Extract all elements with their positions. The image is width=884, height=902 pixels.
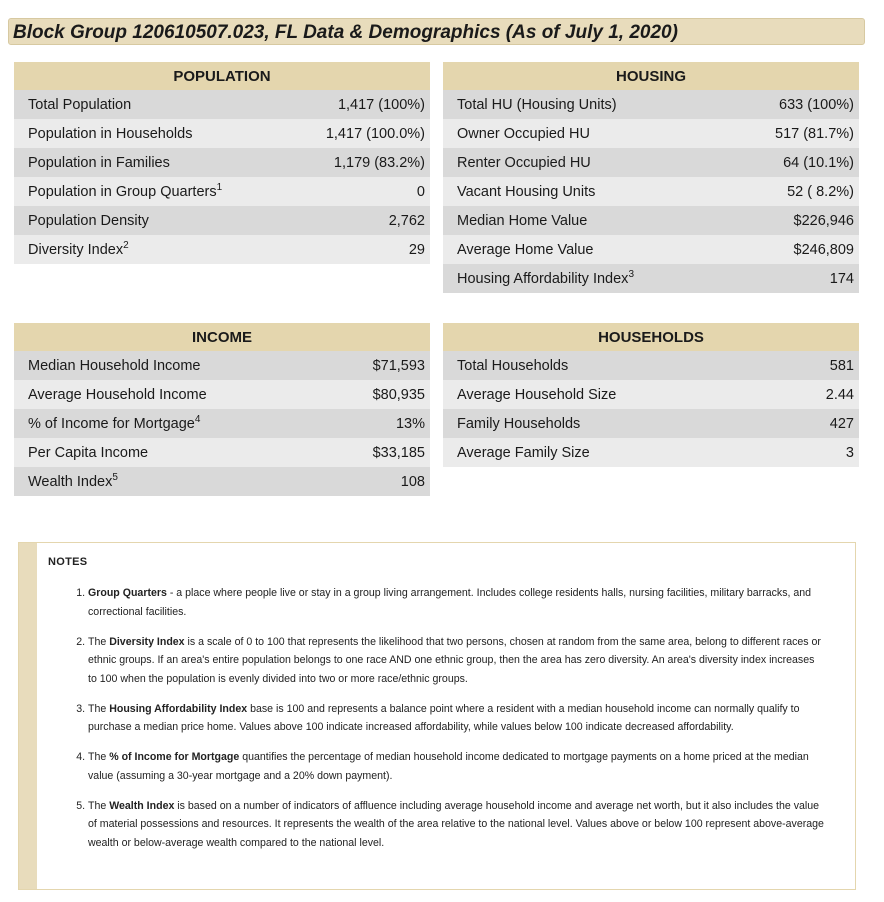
households-table [443,323,859,467]
notes-heading: NOTES [48,556,88,568]
row-label-text: Average Family Size [457,444,590,461]
row-label-text: Population in Families [28,154,170,171]
row-value: 517 (81.7%) [732,119,859,148]
note-term: % of Income for Mortgage [109,751,240,763]
note-item [88,700,826,737]
note-prefix: The [88,799,110,812]
footnote-marker: 1 [216,181,223,193]
row-label [443,351,792,380]
note-item [88,748,826,785]
row-label [14,148,291,177]
notes-stripe [19,543,37,889]
row-label-text: Wealth Index [28,473,113,490]
row-value: 0 [291,177,430,206]
row-label [443,119,732,148]
row-label-text: Population Density [28,212,149,229]
note-item [88,584,826,621]
row-label-text: Median Home Value [457,212,588,229]
row-label [14,467,334,496]
note-prefix: The [88,751,110,763]
row-label [443,90,732,119]
row-label-text: Average Household Income [28,386,207,403]
row-label [443,235,732,264]
note-item [88,633,826,689]
housing-header: HOUSING [443,62,859,90]
households-header: HOUSEHOLDS [443,323,859,351]
row-value: 1,417 (100%) [291,90,430,119]
row-value: $80,935 [334,380,430,409]
note-term: Wealth Index [109,799,175,812]
table-row [443,351,859,380]
table-row [14,148,430,177]
row-label [443,206,732,235]
table-row [14,90,430,119]
row-label-text: Total Households [457,357,569,374]
table-row [14,467,430,496]
row-label-text: Average Household Size [457,386,617,403]
row-value: 2.44 [792,380,859,409]
note-term: Diversity Index [109,635,185,648]
row-label [14,177,291,206]
row-label [14,90,291,119]
row-value: 13% [334,409,430,438]
housing-table [443,62,859,293]
row-label-text: Owner Occupied HU [457,125,590,142]
row-label [443,409,792,438]
table-row [14,409,430,438]
row-value: 64 (10.1%) [732,148,859,177]
row-label [14,380,334,409]
row-label-text: Total HU (Housing Units) [457,96,617,113]
notes-box [18,542,856,890]
table-row [443,177,859,206]
row-label [14,409,334,438]
table-row [443,206,859,235]
note-prefix: The [88,702,110,715]
note-prefix: The [88,635,110,648]
row-value: $246,809 [732,235,859,264]
table-row [443,119,859,148]
footnote-marker: 2 [123,239,129,251]
row-label [443,264,732,293]
row-value: 1,417 (100.0%) [291,119,430,148]
row-label-text: % of Income for Mortgage [28,415,195,432]
row-value: 29 [291,235,430,264]
table-row [443,409,859,438]
table-row [14,380,430,409]
row-label-text: Vacant Housing Units [457,183,596,200]
row-label [443,438,792,467]
note-term: Group Quarters [88,587,167,599]
row-label-text: Per Capita Income [28,444,149,461]
row-label-text: Population in Group Quarters [28,183,217,200]
row-label-text: Diversity Index [28,241,124,258]
footnote-marker: 3 [628,268,634,280]
row-label-text: Family Households [457,415,581,432]
row-label-text: Population in Households [28,125,193,142]
row-value: 2,762 [291,206,430,235]
table-row [14,351,430,380]
table-row [14,177,430,206]
table-row [14,235,430,264]
footnote-marker: 4 [194,413,201,425]
note-term: Housing Affordability Index [109,702,248,715]
row-value: 174 [732,264,859,293]
row-label [14,438,334,467]
row-label-text: Median Household Income [28,357,201,374]
note-text: - a place where people live or stay in a group living arrangement. Includes college residents halls, nursing facilities, military barracks, and correctional facilities. [88,587,812,618]
page-title-bar [8,18,865,45]
population-table [14,62,430,264]
table-row [443,438,859,467]
table-row [14,438,430,467]
notes-list [75,584,826,864]
row-label [443,177,732,206]
row-value: $226,946 [732,206,859,235]
row-label [14,351,334,380]
table-row [443,264,859,293]
page-title: Block Group 120610507.023, FL Data & Demographics (As of July 1, 2020) [13,22,678,43]
row-value: 427 [792,409,859,438]
table-row [14,119,430,148]
row-value: $33,185 [334,438,430,467]
row-label [14,119,291,148]
note-text: base is 100 and represents a balance point where a resident with a median household income can normally qualify to purchase a median price home. Values above 100 indicate increased affordability, while values below 100 indicate decreased affordability. [88,702,800,733]
row-value: 1,179 (83.2%) [291,148,430,177]
row-value: 581 [792,351,859,380]
table-row [443,380,859,409]
note-item [88,797,826,853]
note-text: is a scale of 0 to 100 that represents the likelihood that two persons, chosen at random from the same area, belong to different races or ethnic groups. If an area's entire population belongs to one race AND one ethnic group, then the area has zero diversity. An area's diversity index increases to 100 when the population is evenly divided into two or more race/ethnic groups. [88,635,821,685]
row-label-text: Housing Affordability Index [457,270,629,287]
table-row [14,206,430,235]
income-table [14,323,430,496]
row-value: $71,593 [334,351,430,380]
row-label [443,148,732,177]
row-value: 52 ( 8.2%) [732,177,859,206]
note-text: is based on a number of indicators of affluence including average household income and average net worth, but it also includes the value of material possessions and resources. It represents the wealth of the area relative to the national level. Values above or below 100 represent above-average wealth or below-average wealth compared to the national level. [88,799,824,849]
row-label [443,380,792,409]
row-value: 633 (100%) [732,90,859,119]
row-label [14,235,291,264]
footnote-marker: 5 [112,471,118,483]
table-row [443,148,859,177]
note-text: quantifies the percentage of median household income dedicated to mortgage payments on a home priced at the median value (assuming a 30-year mortgage and a 20% down payment). [88,751,809,782]
population-header: POPULATION [14,62,430,90]
row-value: 3 [792,438,859,467]
table-row [443,235,859,264]
row-value: 108 [334,467,430,496]
income-header: INCOME [14,323,430,351]
row-label [14,206,291,235]
table-row [443,90,859,119]
row-label-text: Average Home Value [457,241,594,258]
row-label-text: Total Population [28,96,132,113]
row-label-text: Renter Occupied HU [457,154,591,171]
